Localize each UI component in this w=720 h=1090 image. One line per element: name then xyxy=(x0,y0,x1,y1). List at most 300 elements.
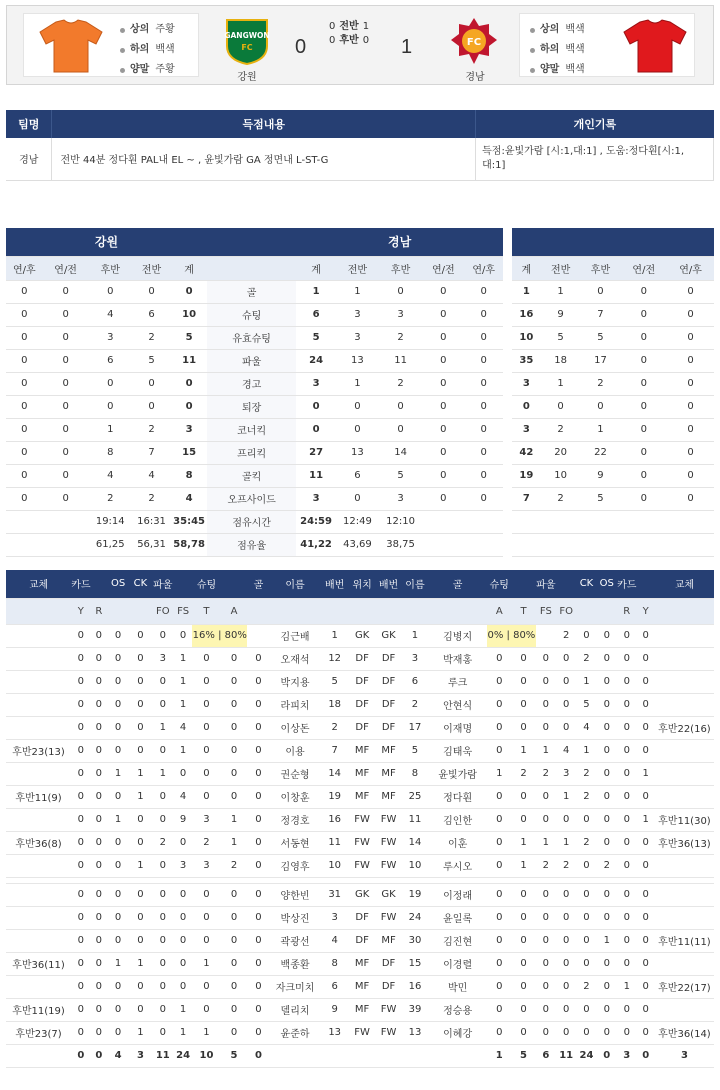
player-stat: 0 xyxy=(536,929,556,952)
player-stat: 11 xyxy=(402,808,428,831)
home-stat-value: 0 xyxy=(43,372,89,395)
column-subheader xyxy=(320,598,348,624)
player-stat: 후반11(19) xyxy=(6,998,71,1021)
player-stat: 0 xyxy=(511,1021,535,1044)
home-stat-value: 10 xyxy=(171,303,207,326)
total-value: 11 xyxy=(152,1044,174,1067)
home-stat-value: 6 xyxy=(89,349,132,372)
player-stat: 0 xyxy=(152,929,174,952)
player-name: 이재명 xyxy=(428,716,487,739)
player-stat: 1 xyxy=(511,854,535,877)
player-stat: 0 xyxy=(247,831,269,854)
extra-stat-value xyxy=(667,533,714,556)
player-stat: FW xyxy=(349,831,375,854)
home-stat-value: 0 xyxy=(6,464,43,487)
home-stat-value: 56,31 xyxy=(132,533,171,556)
column-header: 계 xyxy=(512,256,541,280)
column-subheader xyxy=(576,598,596,624)
player-stat: 1 xyxy=(152,762,174,785)
player-row xyxy=(6,929,714,952)
player-stat: 0 xyxy=(71,975,91,998)
player-name: 윤준하 xyxy=(270,1021,321,1044)
home-stat-value: 0 xyxy=(89,280,132,303)
player-stat: 1 xyxy=(107,808,129,831)
player-stat: 0 xyxy=(247,929,269,952)
column-header: 전반 xyxy=(336,256,379,280)
kit-label: 하의 xyxy=(130,44,150,55)
player-stat: 후반22(17) xyxy=(655,975,714,998)
player-stat: 0 xyxy=(192,785,221,808)
player-stat: 0 xyxy=(536,785,556,808)
player-stat: 1 xyxy=(511,739,535,762)
away-stat-value: 3 xyxy=(379,487,422,510)
column-header: 교체 xyxy=(6,570,71,598)
player-stat: 3 xyxy=(192,808,221,831)
player-stat: 0 xyxy=(536,906,556,929)
player-stat: 1 xyxy=(129,854,151,877)
player-stat: 0 xyxy=(617,1021,637,1044)
player-stat: 후반36(11) xyxy=(6,952,71,975)
column-header: 연/후 xyxy=(6,256,43,280)
away-stat-value: 0 xyxy=(379,395,422,418)
total-value xyxy=(428,1044,487,1067)
player-stat: 0 xyxy=(576,624,596,647)
player-stat: 0 xyxy=(107,998,129,1021)
player-stat: 0 xyxy=(71,716,91,739)
column-subheader: Y xyxy=(71,598,91,624)
player-stat: 1 xyxy=(556,831,576,854)
home-stat-value: 0 xyxy=(43,280,89,303)
player-stat: 16 xyxy=(402,975,428,998)
extra-stat-value: 3 xyxy=(512,372,541,395)
player-stat: 0 xyxy=(174,831,192,854)
player-stat: 0 xyxy=(617,739,637,762)
player-name: 이훈 xyxy=(428,831,487,854)
extra-stat-value xyxy=(541,510,581,533)
player-stat: 후반36(13) xyxy=(655,831,714,854)
extra-stat-value: 0 xyxy=(620,395,667,418)
player-stat: 0 xyxy=(637,693,655,716)
player-stat: 0 xyxy=(487,952,511,975)
column-header xyxy=(174,570,192,598)
player-stat: 0 xyxy=(576,952,596,975)
player-stat: 0 xyxy=(597,1021,617,1044)
player-name: 김진현 xyxy=(428,929,487,952)
away-stat-value: 0 xyxy=(464,303,503,326)
player-stat: 0 xyxy=(221,716,248,739)
total-value xyxy=(349,1044,375,1067)
stat-label: 코너킥 xyxy=(207,418,296,441)
player-stat: 0 xyxy=(556,906,576,929)
home-stat-value: 3 xyxy=(89,326,132,349)
column-subheader: FO xyxy=(152,598,174,624)
bullet-icon xyxy=(530,68,535,73)
player-stat: 후반22(16) xyxy=(655,716,714,739)
player-stat: 0 xyxy=(247,693,269,716)
player-stat: 0 xyxy=(511,647,535,670)
extra-stat-value xyxy=(581,533,621,556)
column-header: 배번 xyxy=(375,570,401,598)
column-header xyxy=(221,570,248,598)
column-subheader: FS xyxy=(174,598,192,624)
player-stat: 0 xyxy=(221,647,248,670)
column-header xyxy=(556,570,576,598)
home-stat-value: 0 xyxy=(132,395,171,418)
player-stat: 0 xyxy=(617,624,637,647)
player-row xyxy=(6,906,714,929)
total-value: 0 xyxy=(91,1044,107,1067)
player-stat: 39 xyxy=(402,998,428,1021)
player-stat: 0 xyxy=(637,831,655,854)
away-stat-value: 0 xyxy=(464,487,503,510)
home-kit-box xyxy=(23,13,199,77)
player-stat: MF xyxy=(349,739,375,762)
player-stat: 3 xyxy=(192,854,221,877)
player-name: 백종환 xyxy=(270,952,321,975)
column-header: 슈팅 xyxy=(192,570,221,598)
player-stat xyxy=(655,670,714,693)
column-header: 이름 xyxy=(402,570,428,598)
player-stat: 1 xyxy=(576,670,596,693)
column-header: 전반 xyxy=(132,256,171,280)
home-stat-value: 0 xyxy=(6,280,43,303)
player-stat: 0 xyxy=(511,808,535,831)
total-value: 3 xyxy=(129,1044,151,1067)
column-subheader xyxy=(375,598,401,624)
player-stat: 0 xyxy=(556,929,576,952)
away-stat-value: 0 xyxy=(422,372,464,395)
player-stat: 0 xyxy=(487,785,511,808)
extra-stat-value: 0 xyxy=(667,418,714,441)
player-stat: 0 xyxy=(617,883,637,906)
first-half-score xyxy=(329,17,369,32)
column-subheader xyxy=(107,598,129,624)
player-stat: 0 xyxy=(576,1021,596,1044)
away-stat-value: 0 xyxy=(296,418,336,441)
home-stat-value: 16:31 xyxy=(132,510,171,533)
player-name: 이창훈 xyxy=(270,785,321,808)
player-stat: 0 xyxy=(487,831,511,854)
player-stat: 0 xyxy=(192,906,221,929)
player-stat: 0 xyxy=(129,716,151,739)
player-stat: 0 xyxy=(129,693,151,716)
player-stat: 0 xyxy=(247,739,269,762)
home-stat-value: 7 xyxy=(132,441,171,464)
player-stat: MF xyxy=(375,739,401,762)
away-stat-value: 5 xyxy=(379,464,422,487)
player-stat: 0 xyxy=(637,785,655,808)
player-stat: 4 xyxy=(174,785,192,808)
player-stat: 0 xyxy=(511,716,535,739)
player-row xyxy=(6,785,714,808)
home-stat-value: 4 xyxy=(89,303,132,326)
player-stat: 1 xyxy=(536,831,556,854)
player-stat: 0 xyxy=(152,785,174,808)
second-half-score xyxy=(329,31,369,46)
player-stat: 0 xyxy=(576,906,596,929)
player-stat: DF xyxy=(375,952,401,975)
away-stat-value: 5 xyxy=(296,326,336,349)
home-stat-value: 0 xyxy=(171,372,207,395)
player-stat: DF xyxy=(375,693,401,716)
column-header: CK xyxy=(129,570,151,598)
home-stat-value: 0 xyxy=(171,395,207,418)
column-header: 계 xyxy=(171,256,207,280)
player-name: 김태욱 xyxy=(428,739,487,762)
player-stat: 0 xyxy=(637,716,655,739)
away-stat-value: 0 xyxy=(422,280,464,303)
player-stat: 0 xyxy=(556,647,576,670)
player-stat: 0 xyxy=(597,693,617,716)
player-stat: 0 xyxy=(617,854,637,877)
player-stat: 0 xyxy=(107,647,129,670)
home-stat-value: 0 xyxy=(89,372,132,395)
player-stat: 0 xyxy=(597,998,617,1021)
player-stat xyxy=(6,693,71,716)
player-stat: 0 xyxy=(107,785,129,808)
player-stat: 0 xyxy=(71,785,91,808)
home-stat-value: 8 xyxy=(171,464,207,487)
player-stat: 0 xyxy=(637,975,655,998)
player-stat: 6 xyxy=(402,670,428,693)
player-stat: 0 xyxy=(91,1021,107,1044)
team-stats-table xyxy=(6,228,503,557)
column-header: 슈팅 xyxy=(487,570,511,598)
player-name: 라피치 xyxy=(270,693,321,716)
player-stat: 0 xyxy=(617,670,637,693)
extra-stat-value: 19 xyxy=(512,464,541,487)
player-stat: 0 xyxy=(637,952,655,975)
total-value: 1 xyxy=(487,1044,511,1067)
player-stat xyxy=(655,624,714,647)
player-stat: FW xyxy=(349,1021,375,1044)
column-header: CK xyxy=(576,570,596,598)
player-stat: 1 xyxy=(174,998,192,1021)
column-subheader: T xyxy=(192,598,221,624)
player-stat: 9 xyxy=(174,808,192,831)
away-stat-value: 12:49 xyxy=(336,510,379,533)
away-stat-value: 3 xyxy=(296,372,336,395)
away-team-header: 경남 xyxy=(296,228,503,256)
player-stat: 0 xyxy=(107,831,129,854)
player-stat: FW xyxy=(349,854,375,877)
player-stat: 0 xyxy=(511,952,535,975)
player-stat: 0 xyxy=(247,854,269,877)
player-stat: 0 xyxy=(597,624,617,647)
player-stat: 0 xyxy=(637,906,655,929)
home-stat-value: 0 xyxy=(6,349,43,372)
player-stat: 0 xyxy=(487,670,511,693)
player-stat: DF xyxy=(375,975,401,998)
extra-stat-value: 9 xyxy=(541,303,581,326)
player-stat: 0 xyxy=(556,975,576,998)
home-stat-value: 0 xyxy=(132,280,171,303)
player-stat: 14 xyxy=(402,831,428,854)
player-stat: 0 xyxy=(637,647,655,670)
player-stat: 1 xyxy=(107,952,129,975)
stat-label: 오프사이드 xyxy=(207,487,296,510)
player-stat: 0 xyxy=(487,808,511,831)
player-stat: 15 xyxy=(402,952,428,975)
home-team-name: 강원 xyxy=(237,72,257,83)
player-stat: 0 xyxy=(487,693,511,716)
player-stat: 0 xyxy=(597,739,617,762)
player-stat: 7 xyxy=(320,739,348,762)
player-stat: 후반11(11) xyxy=(655,929,714,952)
player-stat: 3 xyxy=(152,647,174,670)
away-stat-value: 0 xyxy=(336,395,379,418)
home-stat-value: 0 xyxy=(132,372,171,395)
player-row xyxy=(6,854,714,877)
stat-label: 슈팅 xyxy=(207,303,296,326)
home-stat-value: 4 xyxy=(89,464,132,487)
player-stat: 0 xyxy=(617,716,637,739)
player-name: 이용 xyxy=(270,739,321,762)
player-stat: FW xyxy=(375,808,401,831)
extra-stat-value: 5 xyxy=(581,326,621,349)
stat-label: 프리킥 xyxy=(207,441,296,464)
total-value: 11 xyxy=(556,1044,576,1067)
stat-row xyxy=(6,303,503,326)
player-stat: 0 xyxy=(192,998,221,1021)
player-stat: 0 xyxy=(192,693,221,716)
column-subheader: FS xyxy=(536,598,556,624)
player-stat: 1 xyxy=(174,670,192,693)
player-stat: 0 xyxy=(71,693,91,716)
player-stat: 1 xyxy=(192,1021,221,1044)
player-stat: 0 xyxy=(487,998,511,1021)
column-header xyxy=(637,570,655,598)
away-stat-value: 3 xyxy=(336,326,379,349)
player-stat: 0 xyxy=(107,693,129,716)
home-stat-value: 0 xyxy=(6,395,43,418)
home-stat-value: 19:14 xyxy=(89,510,132,533)
player-stat: 0 xyxy=(487,929,511,952)
player-stat: 0 xyxy=(221,762,248,785)
column-header xyxy=(91,570,107,598)
column-header: 배번 xyxy=(320,570,348,598)
stat-row xyxy=(6,441,503,464)
column-header: 파울 xyxy=(152,570,174,598)
player-stat: 0 xyxy=(192,975,221,998)
player-stat: 4 xyxy=(174,716,192,739)
total-value: 5 xyxy=(511,1044,535,1067)
extra-stat-value xyxy=(581,510,621,533)
stat-row xyxy=(6,487,503,510)
player-stat: 0 xyxy=(221,785,248,808)
away-stat-value: 0 xyxy=(422,326,464,349)
player-stat: 2 xyxy=(556,854,576,877)
away-stat-value: 0 xyxy=(464,326,503,349)
player-row xyxy=(6,647,714,670)
player-stat: 0 xyxy=(247,952,269,975)
player-name: 박재홍 xyxy=(428,647,487,670)
player-stat: 0 xyxy=(129,929,151,952)
column-header: 카드 xyxy=(71,570,91,598)
extra-stat-value: 0 xyxy=(667,349,714,372)
home-stat-value: 2 xyxy=(132,487,171,510)
away-stat-value: 0 xyxy=(422,303,464,326)
player-stat: 0 xyxy=(71,1021,91,1044)
logo-text: GANGWON xyxy=(224,31,270,40)
player-stat: 0 xyxy=(536,693,556,716)
away-stat-value: 6 xyxy=(296,303,336,326)
column-header: 계 xyxy=(296,256,336,280)
player-stat: 1 xyxy=(402,624,428,647)
stat-row xyxy=(6,510,503,533)
player-stat: 0 xyxy=(637,624,655,647)
player-name: 오재석 xyxy=(270,647,321,670)
player-stat: 4 xyxy=(576,716,596,739)
extra-stat-value: 1 xyxy=(581,418,621,441)
player-stat: 0 xyxy=(174,929,192,952)
player-stat: 0 xyxy=(597,716,617,739)
player-name: 서동현 xyxy=(270,831,321,854)
player-stat xyxy=(655,785,714,808)
extra-stat-value: 5 xyxy=(581,487,621,510)
player-stat: 0 xyxy=(221,998,248,1021)
player-stat: 0 xyxy=(637,670,655,693)
player-stat: 1 xyxy=(107,762,129,785)
away-stat-value: 0 xyxy=(464,395,503,418)
player-stat xyxy=(6,647,71,670)
player-stat: 0 xyxy=(576,808,596,831)
player-stat: DF xyxy=(349,929,375,952)
player-stat: 0 xyxy=(91,647,107,670)
player-name: 김근배 xyxy=(270,624,321,647)
player-name: 김영후 xyxy=(270,854,321,877)
home-stat-value: 0 xyxy=(6,441,43,464)
player-row xyxy=(6,998,714,1021)
total-value xyxy=(320,1044,348,1067)
player-stat: 0 xyxy=(107,624,129,647)
player-stat: 0 xyxy=(91,831,107,854)
player-stat: 0 xyxy=(617,831,637,854)
player-stat: 0 xyxy=(107,883,129,906)
kit-value: 백색 xyxy=(155,44,175,55)
bullet-icon xyxy=(120,28,125,33)
player-stat: 1 xyxy=(536,739,556,762)
player-stat: 0 xyxy=(107,975,129,998)
column-header: 연/후 xyxy=(464,256,503,280)
total-value xyxy=(375,1044,401,1067)
extra-stat-value: 0 xyxy=(667,326,714,349)
kit-value: 백색 xyxy=(565,44,585,55)
player-stat: 5 xyxy=(576,693,596,716)
player-stat: 0 xyxy=(511,906,535,929)
extra-stat-value: 18 xyxy=(541,349,581,372)
player-stat: 0 xyxy=(129,808,151,831)
kit-label: 양말 xyxy=(130,64,150,75)
home-half-score: 0 xyxy=(329,35,336,46)
player-stat: MF xyxy=(349,975,375,998)
player-name: 이상돈 xyxy=(270,716,321,739)
player-stat: 0 xyxy=(221,1021,248,1044)
player-name: 김병지 xyxy=(428,624,487,647)
stat-label: 골킥 xyxy=(207,464,296,487)
player-stat xyxy=(6,929,71,952)
player-stat: 0 xyxy=(556,1021,576,1044)
player-stat: 0 xyxy=(247,975,269,998)
total-value: 0 xyxy=(637,1044,655,1067)
player-stat: FW xyxy=(375,831,401,854)
home-stat-value: 0 xyxy=(43,303,89,326)
gyeongnam-logo-icon xyxy=(449,16,499,66)
player-stat: 0 xyxy=(192,929,221,952)
away-stat-value: 14 xyxy=(379,441,422,464)
player-stat: 0 xyxy=(487,647,511,670)
total-value: 10 xyxy=(192,1044,221,1067)
